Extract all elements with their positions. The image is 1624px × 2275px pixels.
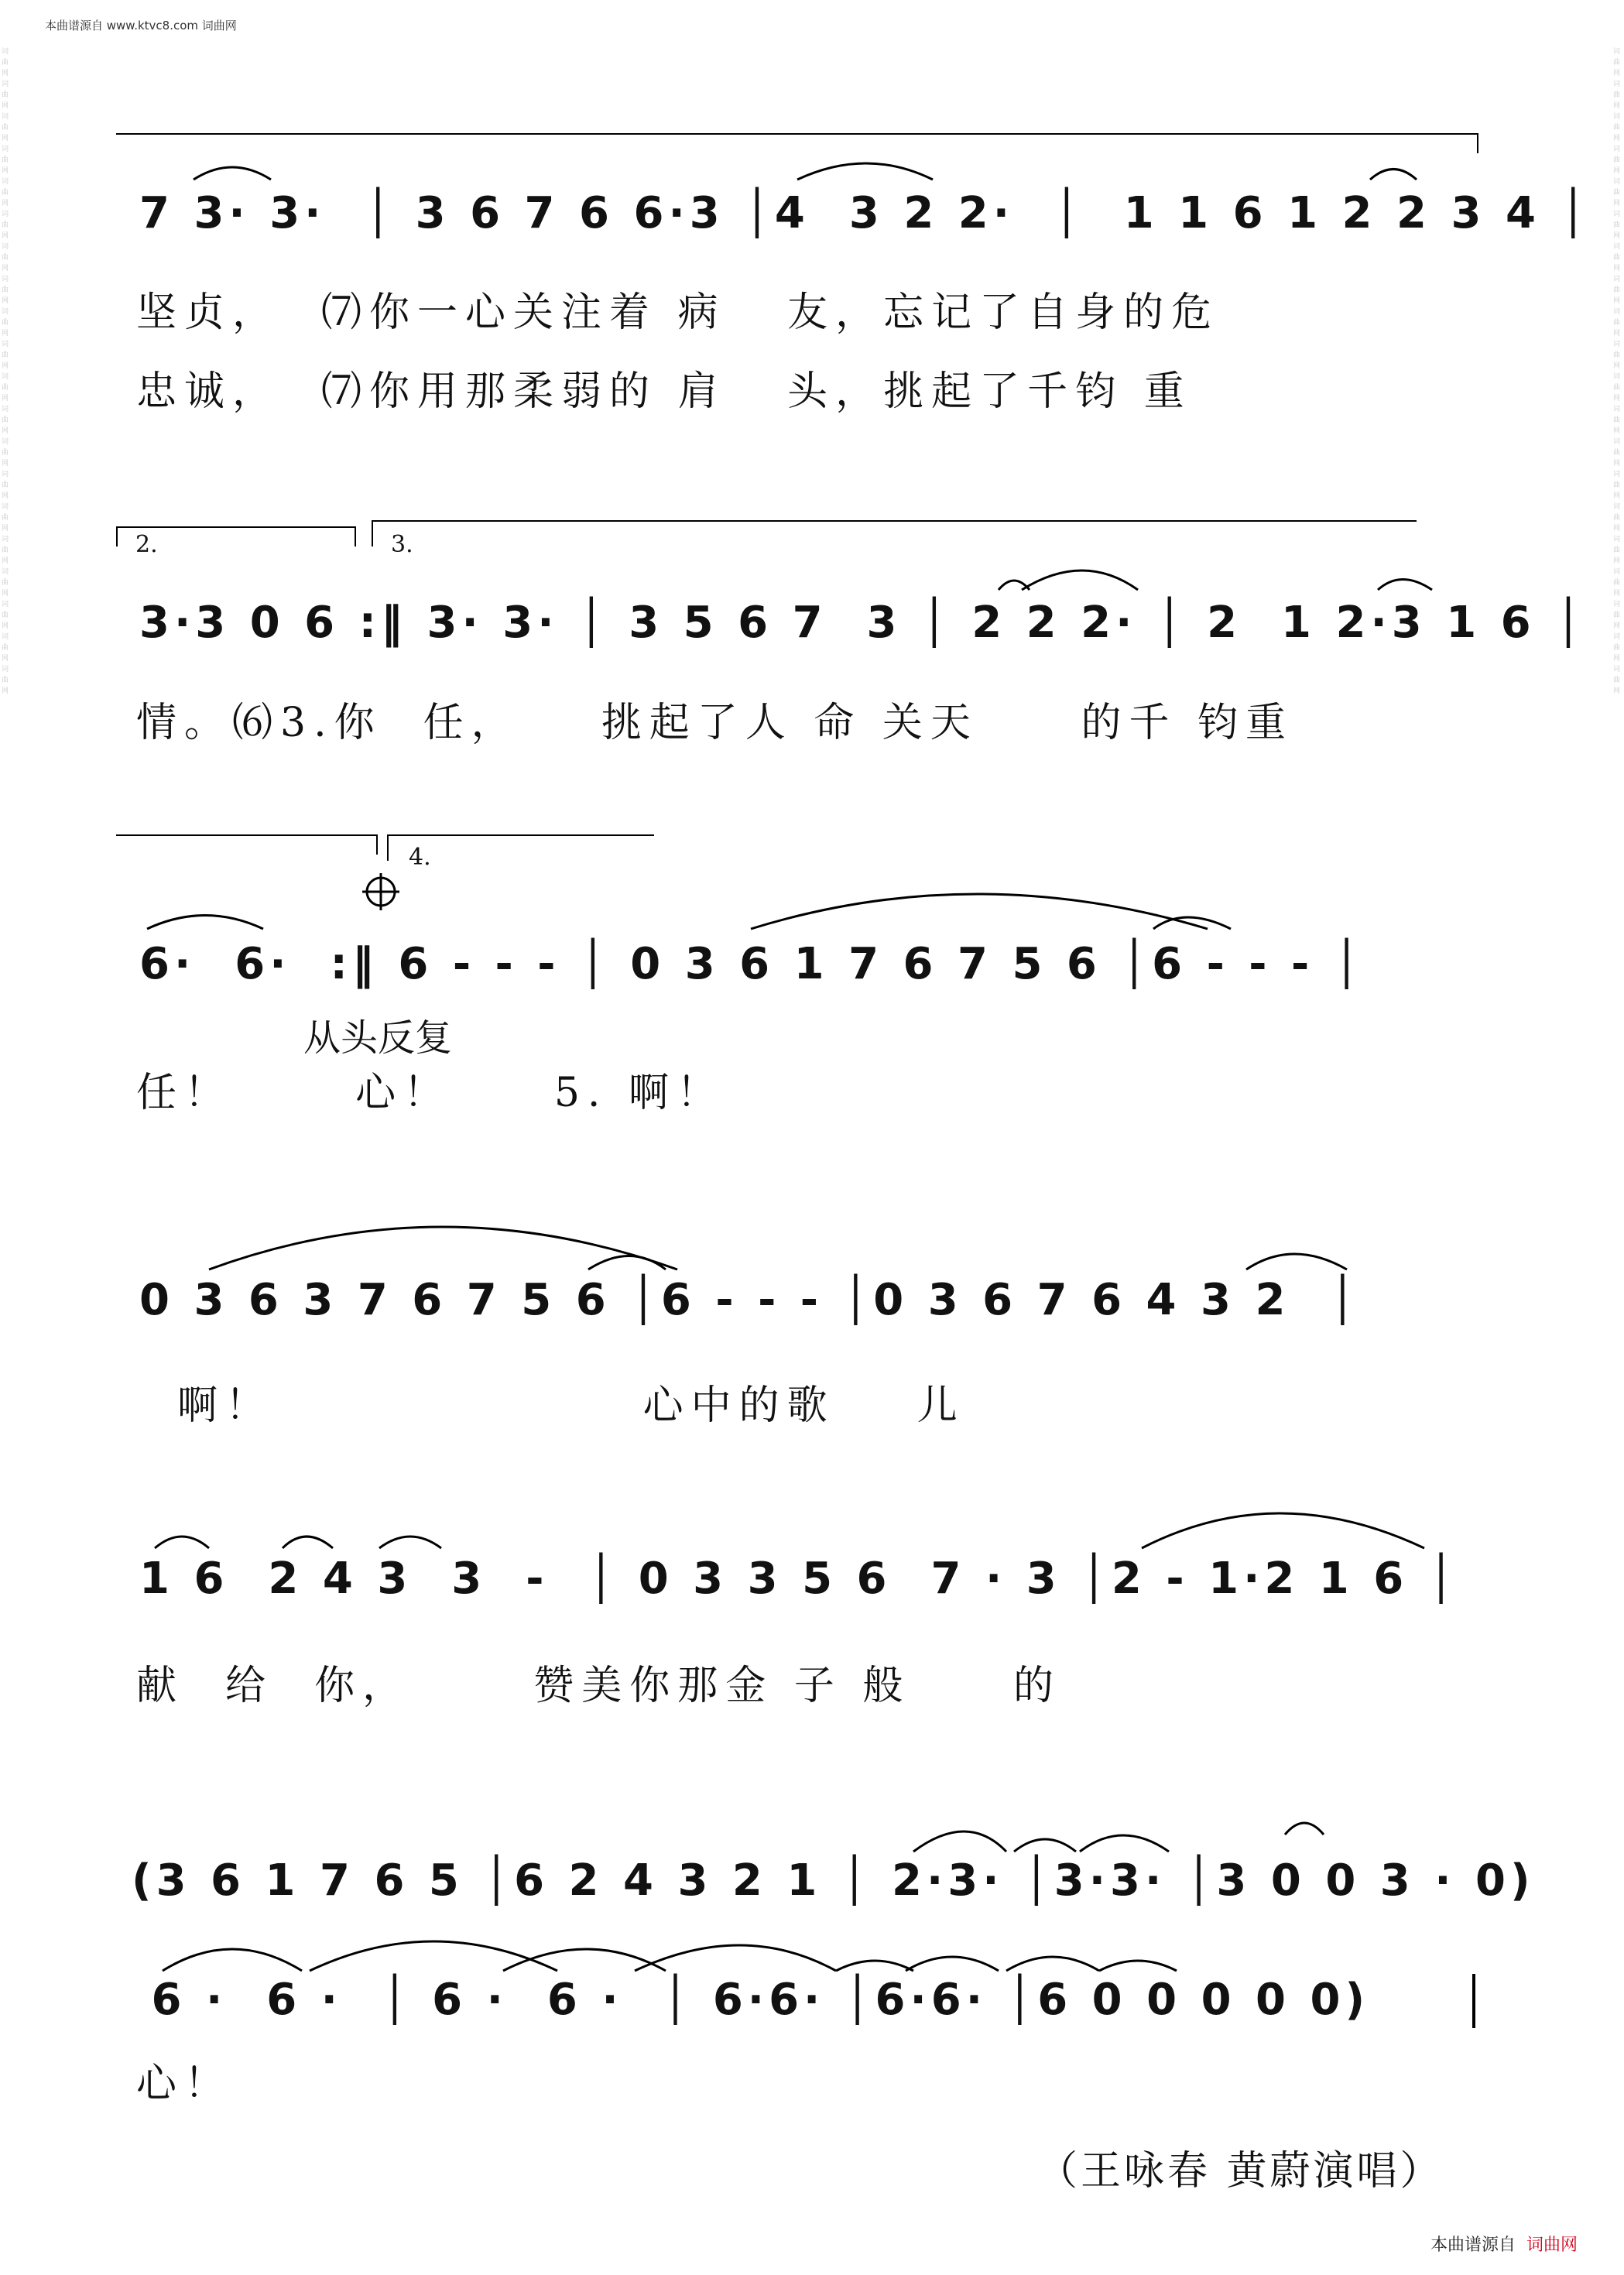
source-header: 本曲谱源自 www.ktvc8.com 词曲网 [45, 19, 237, 33]
side-watermark-right: 词曲网 词曲网 词曲网 词曲网 词曲网 词曲网 词曲网 词曲网 词曲网 词曲网 词曲网 词曲网 词曲网 词曲网 词曲网 词曲网 词曲网 词曲网 词曲网 词曲网 [1613, 48, 1621, 695]
volta-tick-4 [387, 834, 389, 861]
lyric-row-6: 心！ [136, 2061, 233, 2107]
volta-tick-2a [116, 526, 118, 546]
notation-row-5: 1 6 2 4 3 3 - │ 0 3 3 5 6 7 · 3 │2 - 1·2 1 6 │ [139, 1554, 1459, 1604]
lyric-row-1a: 坚贞， ⑺你一心关注着 病 友，忘记了自身的危 [136, 290, 1220, 336]
coda-instruction: 从头反复 [303, 1016, 453, 1060]
performer-credit: （王咏春 黄蔚演唱） [1037, 2148, 1444, 2194]
lyric-row-5: 献 给 你， 赞美你那金 子 般 的 [136, 1663, 1061, 1709]
staff-top-line-1 [116, 133, 1478, 135]
staff-end-tick-1 [1477, 133, 1478, 153]
volta-2: 2. [135, 531, 158, 558]
notation-row-6a: (3 6 1 7 6 5 │6 2 4 3 2 1 │ 2·3· │3·3· │3 0 0 3 · 0) [132, 1855, 1535, 1906]
notation-row-4: 0 3 6 3 7 6 7 5 6 │6 - - - │0 3 6 7 6 4 3 2 │ [139, 1275, 1361, 1325]
volta-line-3b [116, 834, 376, 836]
source-footer [1430, 2232, 1578, 2256]
footer-site[interactable]: 词曲网 [1526, 2236, 1578, 2255]
volta-line-2 [116, 526, 355, 528]
side-watermark-left: 词曲网 词曲网 词曲网 词曲网 词曲网 词曲网 词曲网 词曲网 词曲网 词曲网 词曲网 词曲网 词曲网 词曲网 词曲网 词曲网 词曲网 词曲网 词曲网 词曲网 [2, 48, 9, 695]
lyric-row-3: 任！ 心！ 5. 啊！ [136, 1070, 725, 1116]
lyric-row-4: 啊！ 心中的歌 儿 [136, 1382, 965, 1429]
notation-row-6b: 6 · 6 · │ 6 · 6 · │ 6·6· │6·6· │6 0 0 0 0 0) [132, 1975, 1370, 2025]
notation-row-2: 3·3 0 6 :‖ 3· 3· │ 3 5 6 7 3 │ 2 2 2· │ 2 1 2·3 1 6 │ [139, 598, 1586, 648]
volta-line-3 [372, 520, 1417, 522]
footer-source: 本曲谱源自 [1430, 2236, 1516, 2255]
volta-4: 4. [409, 844, 431, 871]
volta-tick-3b [376, 834, 378, 855]
notation-row-1: 7 3· 3· │ 3 6 7 6 6·3 │4 3 2 2· │ 1 1 6 1 2 2 3 4 │ [139, 188, 1591, 238]
final-barline [1472, 1974, 1475, 2028]
lyric-row-1b: 忠诚， ⑺你用那柔弱的 肩 头，挑起了千钧 重 [136, 368, 1192, 415]
volta-tick-2b [355, 526, 356, 546]
volta-3: 3. [391, 531, 413, 558]
lyric-row-2: 情。⑹3.你 任， 挑起了人 命 关天 的千 钧重 [136, 700, 1294, 746]
volta-line-4 [387, 834, 654, 836]
volta-tick-3 [372, 520, 373, 546]
notation-row-3: 6· 6· :‖ 6 - - - │ 0 3 6 1 7 6 7 5 6 │6 - - - │ [139, 939, 1365, 989]
